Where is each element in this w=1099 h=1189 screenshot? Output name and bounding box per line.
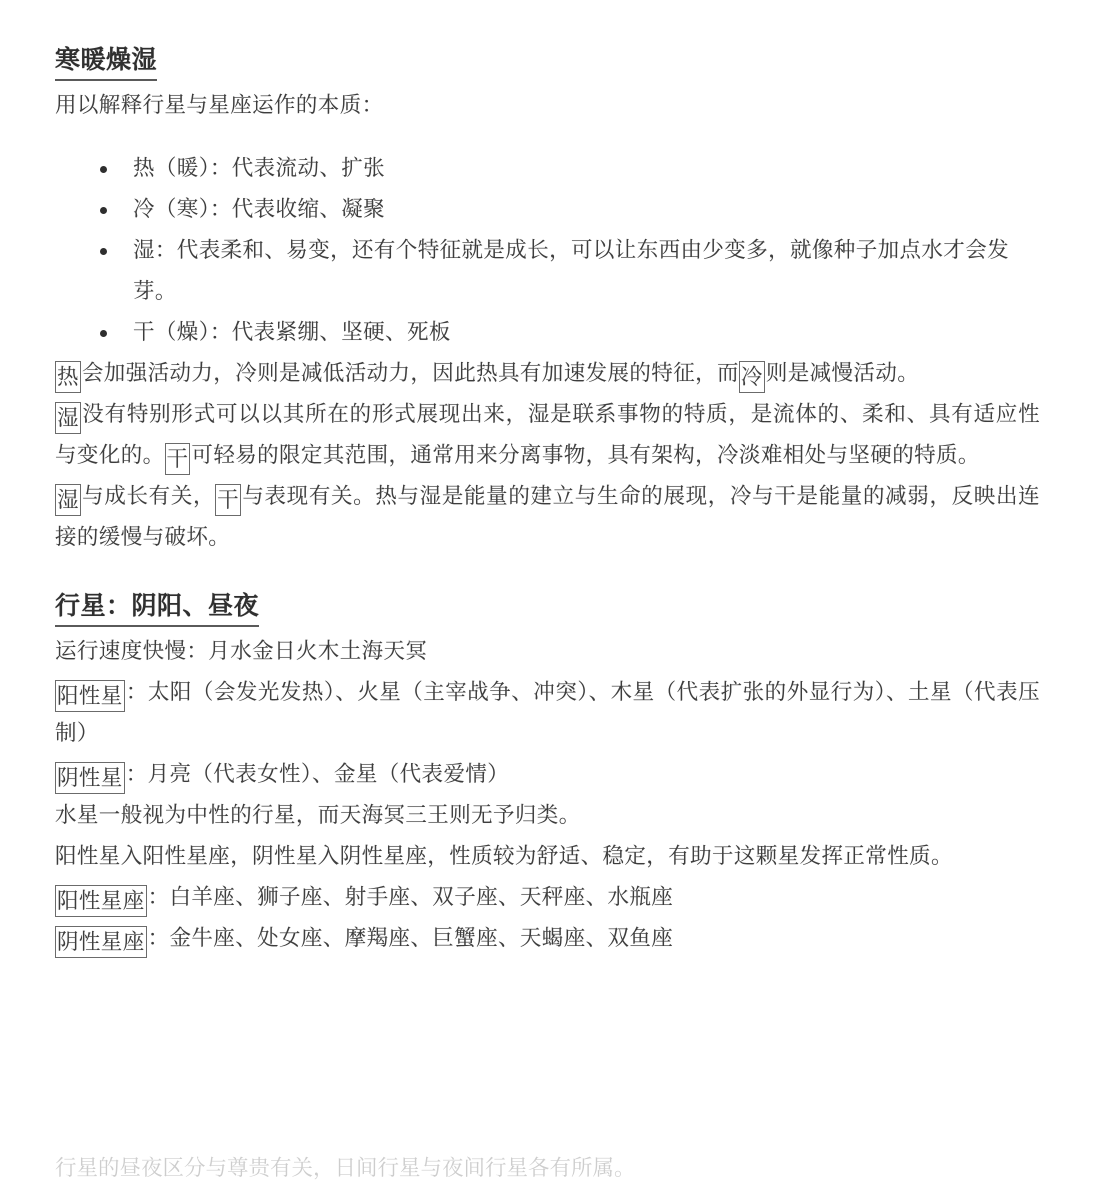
boxed-term: 阳性星座 — [55, 885, 147, 917]
heading-wrap-planets-yinyang — [55, 590, 1040, 627]
boxed-term: 冷 — [739, 361, 765, 393]
paragraph-yin-signs: 阴性星座 ：金牛座、处女座、摩羯座、巨蟹座、天蝎座、双鱼座 — [55, 918, 1040, 959]
boxed-term: 干 — [165, 443, 191, 475]
boxed-term: 湿 — [55, 402, 81, 434]
boxed-term: 热 — [55, 361, 81, 393]
paragraph-mercury-neutral: 水星一般视为中性的行星，而天海冥三王则无予归类。 — [55, 802, 581, 827]
paragraph-growth-expression: 湿 与成长有关，干 与表现有关。热与湿是能量的建立与生命的展现，冷与干是能量的减弱，反映出连接的缓慢与破坏。 — [55, 483, 1041, 549]
list-item: 热（暖）：代表流动、扩张 — [100, 148, 1040, 189]
paragraph-yang-signs: 阳性星座 ：白羊座、狮子座、射手座、双子座、天秤座、水瓶座 — [55, 877, 1040, 918]
paragraph-sign-match: 阳性星入阳性星座，阴性星入阴性星座，性质较为舒适、稳定，有助于这颗星发挥正常性质。 — [55, 843, 953, 868]
intro-paragraph-nature-of-planets: 用以解释行星与星座运作的本质： — [55, 92, 384, 117]
list-item: 湿：代表柔和、易变，还有个特征就是成长，可以让东西由少变多，就像种子加点水才会发芽。 — [100, 230, 1040, 312]
boxed-term: 阴性星座 — [55, 926, 147, 958]
clipped-next-line-text: 行星的昼夜区分与尊贵有关，日间行星与夜间行星各有所属。 — [55, 1156, 636, 1180]
boxed-term: 阳性星 — [55, 680, 125, 712]
paragraph-hot-cold: 热 会加强活动力，冷则是减低活动力，因此热具有加速发展的特征，而冷 则是减慢活动。 — [55, 353, 1040, 394]
bullet-list-qualities — [55, 148, 1040, 353]
paragraph-wet-dry: 湿 没有特别形式可以以其所在的形式展现出来，湿是联系事物的特质，是流体的、柔和、具有适应性与变化的。干 可轻易的限定其范围，通常用来分离事物，具有架构，冷淡难相处与坚硬的特质。 — [55, 394, 1040, 476]
section-heading-planets-yinyang: 行星：阴阳、昼夜 — [55, 590, 259, 627]
heading-wrap-hot-cold-dry-wet — [55, 44, 1040, 81]
paragraph-yang-planets: 阳性星 ：太阳（会发光发热）、火星（主宰战争、冲突）、木星（代表扩张的外显行为）、土星（代表压制） — [55, 679, 1040, 745]
boxed-term: 阴性星 — [55, 762, 125, 794]
clipped-next-line — [55, 1148, 1040, 1180]
list-item: 干（燥）：代表紧绷、坚硬、死板 — [100, 312, 1040, 353]
intro-paragraph-planet-speed-order: 运行速度快慢：月水金日火木土海天冥 — [55, 638, 428, 663]
list-item: 冷（寒）：代表收缩、凝聚 — [100, 189, 1040, 230]
boxed-term: 干 — [215, 484, 241, 516]
boxed-term: 湿 — [55, 484, 81, 516]
paragraph-yin-planets: 阴性星 ：月亮（代表女性）、金星（代表爱情） — [55, 754, 1040, 795]
section-heading-hot-cold-dry-wet: 寒暖燥湿 — [55, 44, 157, 81]
